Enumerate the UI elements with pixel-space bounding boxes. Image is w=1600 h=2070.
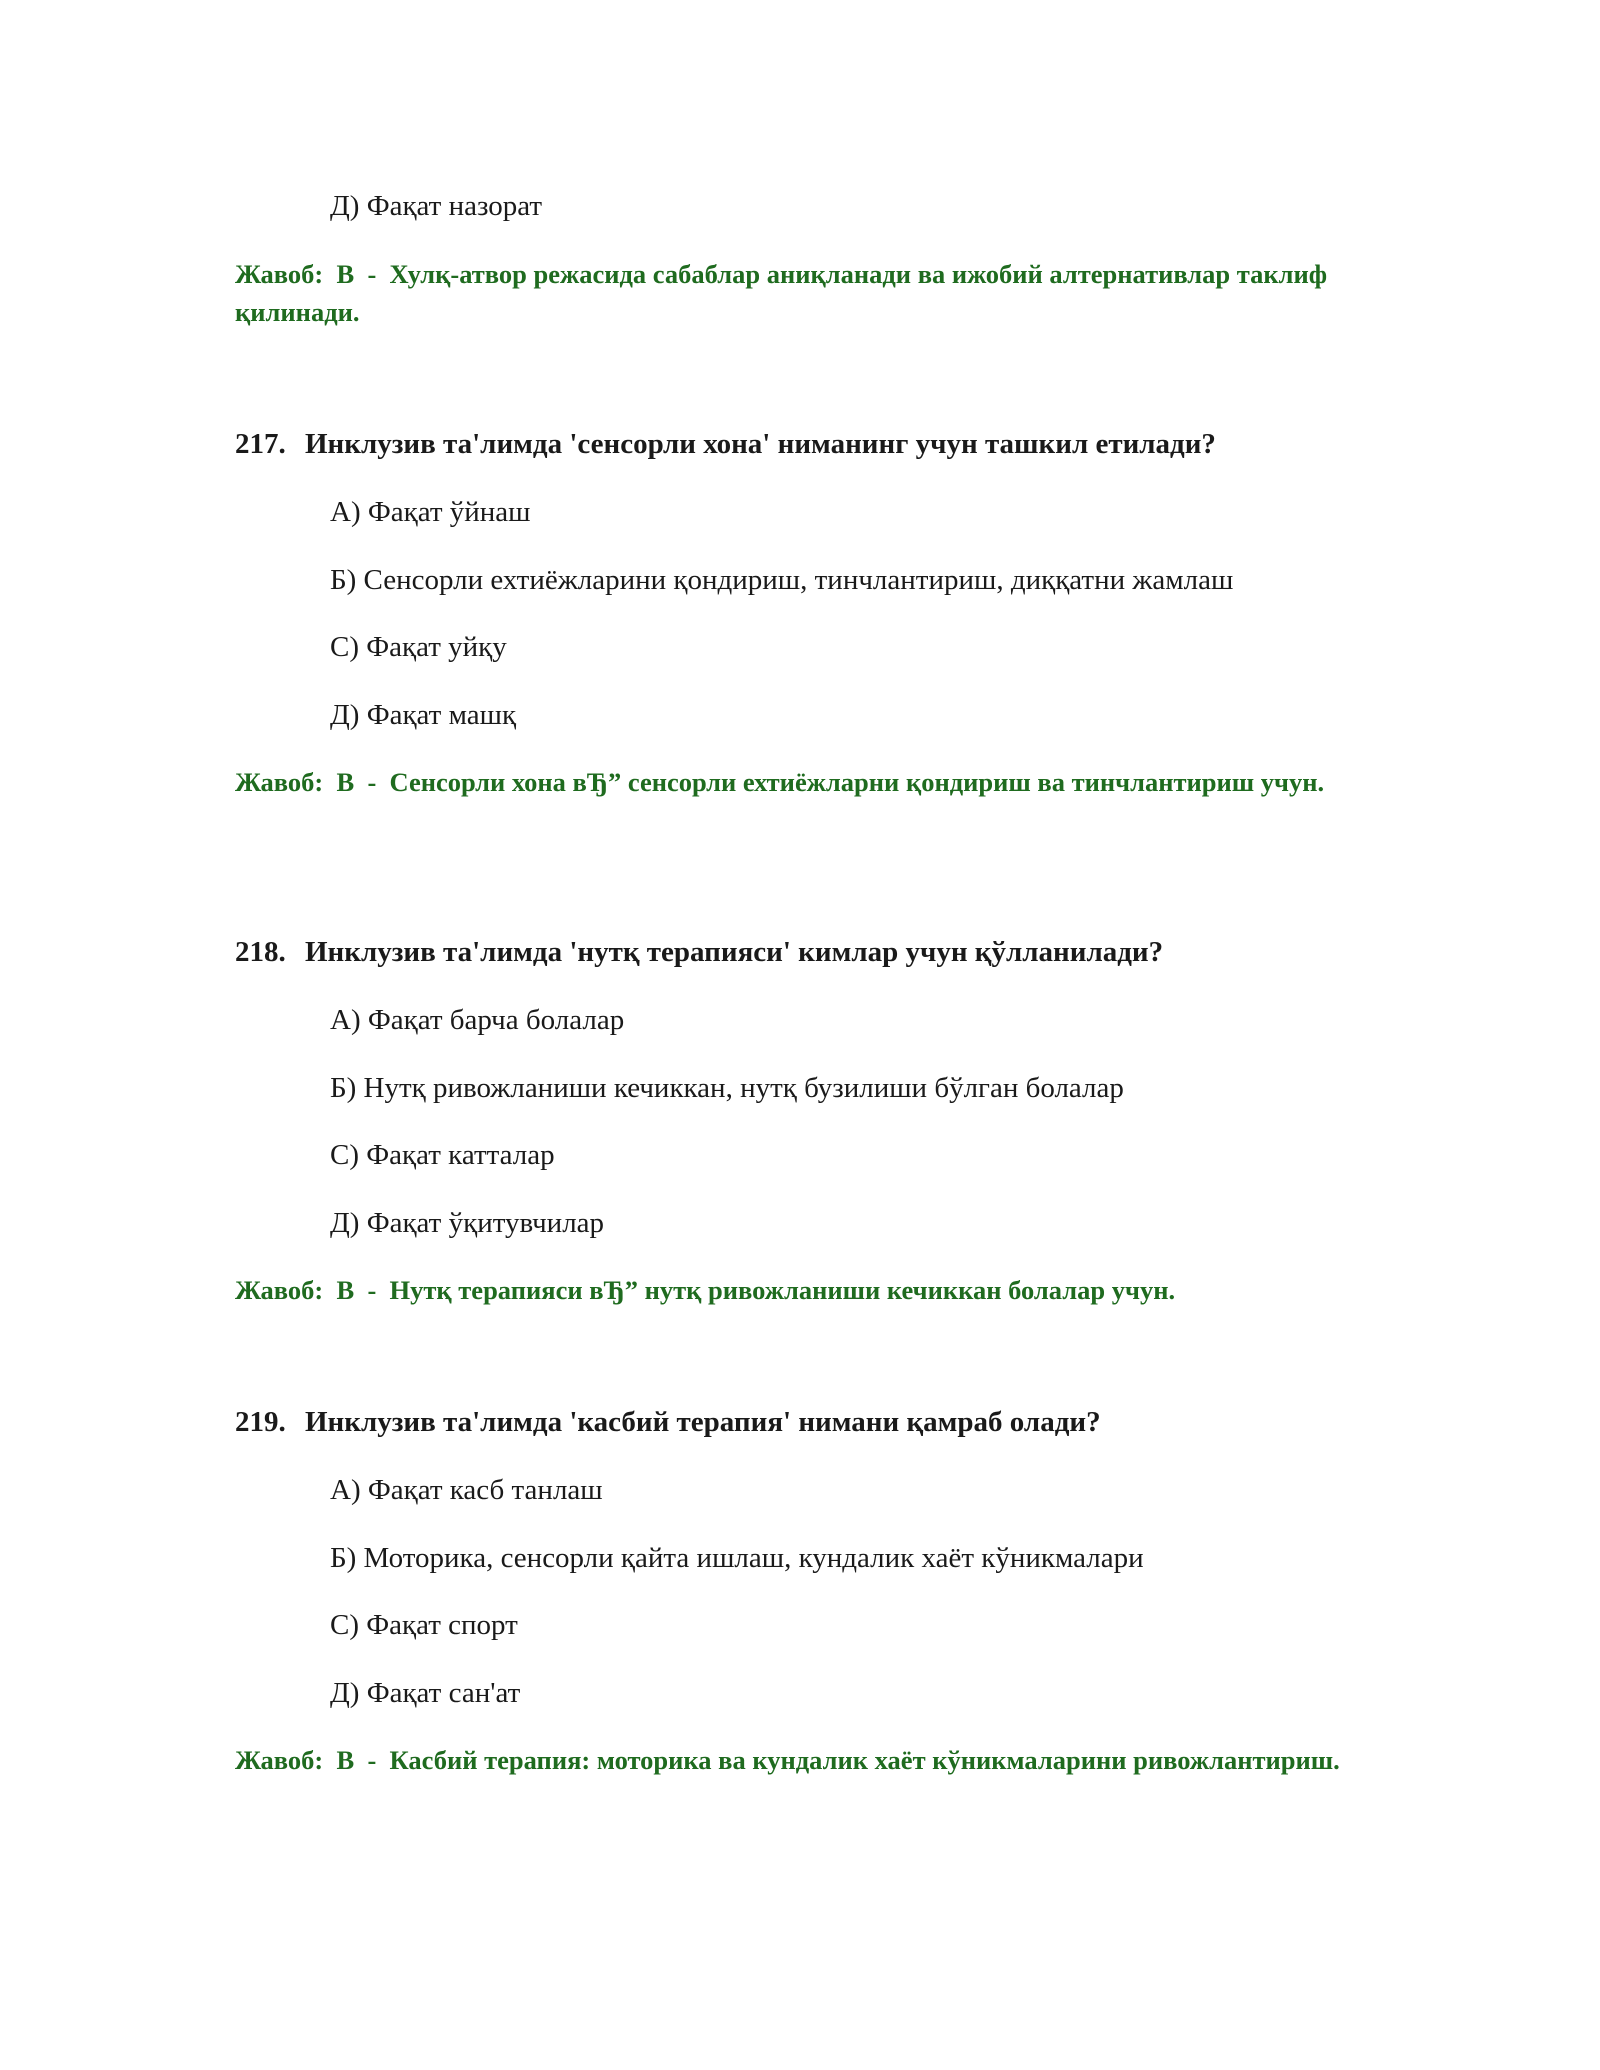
answer-separator: - bbox=[367, 1275, 377, 1305]
answer-line bbox=[235, 1741, 1370, 1779]
answer-separator: - bbox=[367, 1745, 377, 1775]
answer-letter: B bbox=[336, 1275, 355, 1305]
answer-line bbox=[235, 255, 1370, 331]
answer-letter: B bbox=[336, 767, 355, 797]
option-c: C) Фақат катталар bbox=[330, 1139, 555, 1171]
question-number: 219. bbox=[235, 1406, 286, 1438]
question-text: Инклузив та'лимда 'нутқ терапияси' кимлар учун қўлланилади? bbox=[305, 936, 1164, 968]
answer-line bbox=[235, 763, 1370, 801]
answer-label: Жавоб: bbox=[235, 259, 324, 289]
option-c: C) Фақат спорт bbox=[330, 1609, 518, 1641]
question-number: 217. bbox=[235, 428, 286, 460]
answer-letter: B bbox=[336, 259, 355, 289]
option-d: Д) Фақат машқ bbox=[330, 699, 517, 731]
question-219 bbox=[235, 1403, 1101, 1441]
answer-label: Жавоб: bbox=[235, 1275, 324, 1305]
answer-separator: - bbox=[367, 259, 377, 289]
answer-label: Жавоб: bbox=[235, 767, 324, 797]
option-a: A) Фақат касб танлаш bbox=[330, 1474, 603, 1506]
answer-text: Касбий терапия: моторика ва кундалик хаёт кўникмаларини ривожлантириш. bbox=[389, 1745, 1340, 1775]
question-218 bbox=[235, 933, 1163, 971]
answer-text: Хулқ-атвор режасида сабаблар аниқланади ва ижобий алтернативлар таклиф қилинади. bbox=[235, 259, 1328, 327]
option-b: Б) Нутқ ривожланиши кечиккан, нутқ бузилиши бўлган болалар bbox=[330, 1072, 1124, 1104]
question-number: 218. bbox=[235, 936, 286, 968]
answer-label: Жавоб: bbox=[235, 1745, 324, 1775]
option-a: A) Фақат барча болалар bbox=[330, 1004, 625, 1036]
answer-text: Нутқ терапияси вЂ” нутқ ривожланиши кечиккан болалар учун. bbox=[389, 1275, 1176, 1305]
option-d: Д) Фақат ўқитувчилар bbox=[330, 1207, 605, 1239]
answer-separator: - bbox=[367, 767, 377, 797]
option-a: A) Фақат ўйнаш bbox=[330, 496, 531, 528]
answer-letter: B bbox=[336, 1745, 355, 1775]
option-d: Д) Фақат назорат bbox=[330, 190, 543, 222]
question-text: Инклузив та'лимда 'сенсорли хона' ниманинг учун ташкил етилади? bbox=[305, 428, 1216, 460]
question-217 bbox=[235, 425, 1216, 463]
answer-line bbox=[235, 1271, 1370, 1309]
answer-text: Сенсорли хона вЂ” сенсорли ехтиёжларни қондириш ва тинчлантириш учун. bbox=[389, 767, 1325, 797]
option-b: Б) Сенсорли ехтиёжларини қондириш, тинчлантириш, диққатни жамлаш bbox=[330, 564, 1234, 596]
option-d: Д) Фақат сан'ат bbox=[330, 1677, 521, 1709]
option-c: C) Фақат уйқу bbox=[330, 631, 507, 663]
option-b: Б) Моторика, сенсорли қайта ишлаш, кундалик хаёт кўникмалари bbox=[330, 1542, 1144, 1574]
question-text: Инклузив та'лимда 'касбий терапия' нимани қамраб олади? bbox=[305, 1406, 1101, 1438]
